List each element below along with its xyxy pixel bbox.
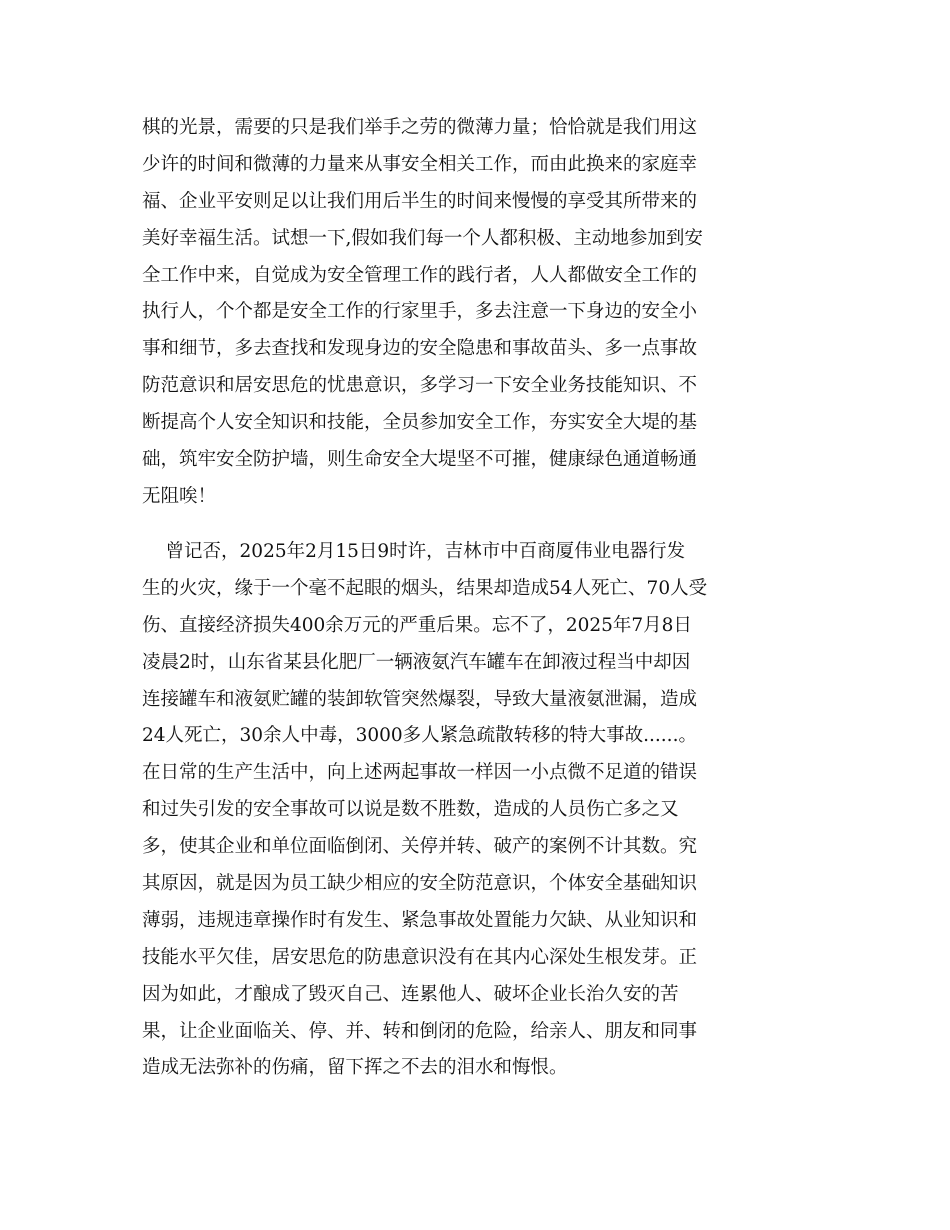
text-line: 技能水平欠佳，居安思危的防患意识没有在其内心深处生根发芽。正 [142, 946, 698, 968]
text-line: 执行人，个个都是安全工作的行家里手，多去注意一下身边的安全小 [142, 301, 698, 323]
text-line: 美好幸福生活。试想一下,假如我们每一个人都积极、主动地参加到安 [142, 227, 703, 249]
text-line: 础，筑牢安全防护墙，则生命安全大堤坚不可摧，健康绿色通道畅通 [142, 449, 698, 471]
text-line: 连接罐车和液氨贮罐的装卸软管突然爆裂，导致大量液氨泄漏，造成 [142, 688, 698, 710]
text-line: 其原因，就是因为员工缺少相应的安全防范意识，个体安全基础知识 [142, 873, 698, 895]
text-line: 因为如此，才酿成了毁灭自己、连累他人、破坏企业长治久安的苦 [142, 983, 679, 1005]
text-line: 全工作中来，自觉成为安全管理工作的践行者，人人都做安全工作的 [142, 264, 698, 286]
text-line: 24人死亡，30余人中毒，3000多人紧急疏散转移的特大事故......。 [142, 725, 697, 747]
text-line: 和过失引发的安全事故可以说是数不胜数，造成的人员伤亡多之又 [142, 799, 679, 821]
text-line: 果，让企业面临关、停、并、转和倒闭的危险，给亲人、朋友和同事 [142, 1020, 698, 1042]
text-line: 防范意识和居安思危的忧患意识，多学习一下安全业务技能知识、不 [142, 375, 698, 397]
text-line: 凌晨2时，山东省某县化肥厂一辆液氨汽车罐车在卸液过程当中却因 [142, 651, 691, 673]
text-line: 少许的时间和微薄的力量来从事安全相关工作，而由此换来的家庭幸 [142, 153, 698, 175]
text-line: 曾记否，2025年2月15日9时许，吉林市中百商厦伟业电器行发 [142, 541, 686, 562]
text-line: 断提高个人安全知识和技能，全员参加安全工作，夯实安全大堤的基 [142, 412, 698, 434]
text-line: 福、企业平安则足以让我们用后半生的时间来慢慢的享受其所带来的 [142, 190, 698, 212]
text-line: 棋的光景，需要的只是我们举手之劳的微薄力量；恰恰就是我们用这 [142, 117, 698, 138]
text-line: 多，使其企业和单位面临倒闭、关停并转、破产的案例不计其数。究 [142, 836, 698, 858]
text-line: 在日常的生产生活中，向上述两起事故一样因一小点微不足道的错误 [142, 762, 698, 784]
text-line: 无阻唉！ [142, 485, 217, 507]
text-line: 事和细节，多去查找和发现身边的安全隐患和事故苗头、多一点事故 [142, 338, 698, 360]
paragraph-1 [142, 110, 802, 516]
text-line: 薄弱，违规违章操作时有发生、紧急事故处置能力欠缺、从业知识和 [142, 909, 698, 931]
text-line: 造成无法弥补的伤痛，留下挥之不去的泪水和悔恨。 [142, 1057, 568, 1079]
text-line: 生的火灾，缘于一个毫不起眼的烟头，结果却造成54人死亡、70人受 [142, 577, 708, 599]
text-line: 伤、直接经济损失400余万元的严重后果。忘不了，2025年7月8日 [142, 614, 692, 636]
paragraph-2 [142, 534, 802, 1087]
